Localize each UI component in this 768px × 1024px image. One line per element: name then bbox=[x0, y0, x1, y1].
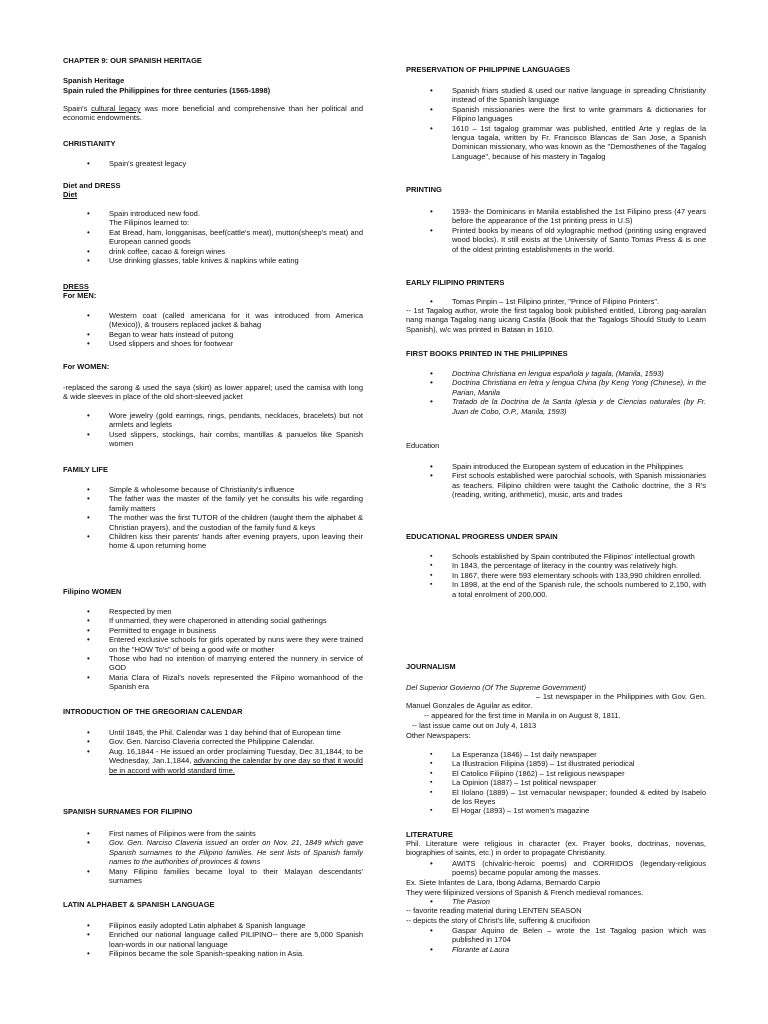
family-title: FAMILY LIFE bbox=[63, 465, 109, 474]
literature-paragraph: Phil. Literature were religious in character (ex. Prayer books, doctrinas, novenas, biographies of saints, etc.) in order to propagate Christianity. bbox=[406, 839, 706, 858]
list-item: ▪ In 1843, the percentage of literacy in the country was relatively high. bbox=[406, 561, 706, 570]
list-item: • Filipinos easily adopted Latin alphabet & Spanish language bbox=[63, 921, 363, 930]
list-item: • Maria Clara of Rizal's novels represented the Filipino womanhood of the Spanish era bbox=[63, 673, 363, 692]
men-list bbox=[63, 311, 363, 349]
list-item: • Simple & wholesome because of Christianity's influence bbox=[63, 485, 363, 494]
literature-line: They were filipinized versions of Spanish & French medieval romances. bbox=[406, 888, 644, 897]
list-item: • Gov. Gen. Narciso Claveria corrected the Philippine Calendar. bbox=[63, 737, 363, 746]
list-item: • If unmarried, they were chaperoned in attending social gatherings bbox=[63, 616, 363, 625]
list-item: • The Pasion bbox=[406, 897, 706, 906]
list-item: • AWITS (chivalric-heroic poems) and CORRIDOS (legendary-religious poems) became popular among the masses. bbox=[406, 859, 706, 878]
list-item: ▪ In 1898, at the end of the Spanish rule, the schools numbered to 2,150, with a total enrolment of 200,000. bbox=[406, 580, 706, 599]
list-item: • 1610 – 1st tagalog grammar was published, entitled Arte y reglas de la lengua tagala, written by Fr. Francisco Blancas de San Jose, a Spanish Dominican missionary, who was known as the "Demosthenes of the Tagalog Language", because of his mastery in Tagalog bbox=[406, 124, 706, 162]
list-item: • Children kiss their parents' hands after evening prayers, upon leaving their home & upon returning home bbox=[63, 532, 363, 551]
preservation-title: PRESERVATION OF PHILIPPINE LANGUAGES bbox=[406, 65, 571, 74]
calendar-list bbox=[63, 728, 363, 775]
diet-list bbox=[63, 209, 363, 265]
firstbooks-list bbox=[406, 369, 706, 416]
list-item: • Until 1845, the Phil. Calendar was 1 day behind that of European time bbox=[63, 728, 363, 737]
literature-line: -- favorite reading material during LENTEN SEASON bbox=[406, 906, 582, 915]
list-item: • Printed books by means of old xylographic method (printing using engraved wood blocks). It still exists at the University of Santo Tomas Press & is one of the oldest printing establishments in the world. bbox=[406, 226, 706, 254]
list-item: • Began to wear hats instead of putong bbox=[63, 330, 363, 339]
list-item: • Tratado de la Doctrina de la Santa Iglesia y de Ciencias naturales (by Fr. Juan de Cobo, O.P., Manila, 1593) bbox=[406, 397, 706, 416]
journalism-line: -- appeared for the first time in Manila in on August 8, 1811. bbox=[424, 711, 621, 720]
list-item: • Doctrina Christiana en letra y lengua China (by Keng Yong (Chinese), in the Parian, Manila bbox=[406, 378, 706, 397]
printers-paragraph: -- 1st Tagalog author, wrote the first tagalog book published entitled, Librong pag-aaralan nang manga Tagalog nang uicang Castila (Book that the Tagalogs Should Study to Learn Spanish), w/c was printed in Bataan in 1610. bbox=[406, 306, 706, 334]
list-item: • Entered exclusive schools for girls operated by nuns were they were trained on the "HOW To's" of being a good wife or mother bbox=[63, 635, 363, 654]
christianity-title: CHRISTIANITY bbox=[63, 139, 116, 148]
heritage-subtitle: Spain ruled the Philippines for three centuries (1565-1898) bbox=[63, 86, 271, 95]
list-item: • Spanish friars studied & used our native language in spreading Christianity instead of the Spanish language bbox=[406, 86, 706, 105]
list-item: ▪ La Illustracion Filipina (1859) – 1st illustrated periodical bbox=[406, 759, 706, 768]
family-list bbox=[63, 485, 363, 551]
literature-line: Ex. Siete Infantes de Lara, Ibong Adarna, Bernardo Carpio bbox=[406, 878, 601, 887]
printing-title: PRINTING bbox=[406, 185, 442, 194]
list-item: • Spanish missionaries were the first to write grammars & dictionaries for Filipino languages bbox=[406, 105, 706, 124]
men-label: For MEN: bbox=[63, 291, 97, 300]
surnames-list bbox=[63, 829, 363, 885]
list-item: • First schools established were parochial schools, with Spanish missionaries as teachers. Filipino children were taught the Catholic doctrine, the 3 R's (reading, writing, arithmetic), music, arts and trades bbox=[406, 471, 706, 499]
newspapers-list bbox=[406, 750, 706, 816]
list-item: • Permitted to engage in business bbox=[63, 626, 363, 635]
women-list bbox=[63, 607, 363, 692]
women-title: Filipino WOMEN bbox=[63, 587, 122, 596]
journalism-line: – 1st newspaper in the Philippines with Gov. Gen. Manuel Gonzales de Aguilar as editor. bbox=[406, 692, 706, 711]
list-item: • Tomas Pinpin – 1st Filipino printer, "Prince of Filipino Printers". bbox=[406, 297, 706, 306]
dress-title: DRESS bbox=[63, 282, 89, 291]
heritage-title: Spanish Heritage bbox=[63, 76, 125, 85]
journalism-line: Other Newspapers: bbox=[406, 731, 471, 740]
literature-list-3 bbox=[406, 926, 706, 954]
list-item: • Gov. Gen. Narciso Claveria issued an order on Nov. 21, 1849 which gave Spanish surnames to the Filipino families. He sent lists of Spanish family names to the authorities of provinces & towns bbox=[63, 838, 363, 866]
printers-title: EARLY FILIPINO PRINTERS bbox=[406, 278, 505, 287]
latin-title: LATIN ALPHABET & SPANISH LANGUAGE bbox=[63, 900, 215, 909]
list-item: • Enriched our national language called PILIPINO-- there are 5,000 Spanish loan-words in our national language bbox=[63, 930, 363, 949]
calendar-title: INTRODUCTION OF THE GREGORIAN CALENDAR bbox=[63, 707, 243, 716]
list-item: • First names of Filipinos were from the saints bbox=[63, 829, 363, 838]
progress-list bbox=[406, 552, 706, 599]
literature-list-1 bbox=[406, 859, 706, 878]
list-item: • Use drinking glasses, table knives & napkins while eating bbox=[63, 256, 363, 265]
list-item: • Respected by men bbox=[63, 607, 363, 616]
diet-subtitle: Diet bbox=[63, 190, 78, 199]
education-list bbox=[406, 462, 706, 500]
diet-title: Diet and DRESS bbox=[63, 181, 121, 190]
list-item: • Florante at Laura bbox=[406, 945, 706, 954]
women-dress-list bbox=[63, 411, 363, 449]
literature-title: LITERATURE bbox=[406, 830, 453, 839]
latin-list bbox=[63, 921, 363, 959]
list-item: • Wore jewelry (gold earrings, rings, pendants, necklaces, bracelets) but not armlets and leglets bbox=[63, 411, 363, 430]
list-item: • Used slippers, stockings, hair combs, mantillas & panuelos like Spanish women bbox=[63, 430, 363, 449]
list-item: ▪ El Catolico Filipino (1862) – 1st religious newspaper bbox=[406, 769, 706, 778]
list-item: • Western coat (called americana for it was introduced from America (Mexico)), & trousers replaced jacket & bahag bbox=[63, 311, 363, 330]
list-item: ▪ La Opinion (1887) – 1st political newspaper bbox=[406, 778, 706, 787]
list-item: • Gaspar Aquino de Belen – wrote the 1st Tagalog pasion which was published in 1704 bbox=[406, 926, 706, 945]
list-item: ▪ In 1867, there were 593 elementary schools with 133,990 children enrolled. bbox=[406, 571, 706, 580]
firstbooks-title: FIRST BOOKS PRINTED IN THE PHILIPPINES bbox=[406, 349, 568, 358]
list-item: • Eat Bread, ham, longganisas, beef(cattle's meat), mutton(sheep's meat) and European canned goods bbox=[63, 228, 363, 247]
surnames-title: SPANISH SURNAMES FOR FILIPINO bbox=[63, 807, 193, 816]
list-item: • Aug. 16,1844 - He issued an order proclaiming Tuesday, Dec 31,1844, to be Wednesday, Jan.1,1844, advancing the calendar by one day so that it would be in accord with world standard time. bbox=[63, 747, 363, 775]
list-item: ▪ El Ilolano (1889) – 1st vernacular newspaper; founded & edited by Isabelo de los Reyes bbox=[406, 788, 706, 807]
women-paragraph: -replaced the sarong & used the saya (skirt) as lower apparel; used the camisa with long & wide sleeves in place of the old short-sleeved jacket bbox=[63, 383, 363, 402]
list-item: • Filipinos became the sole Spanish-speaking nation in Asia. bbox=[63, 949, 363, 958]
heritage-paragraph: Spain's cultural legacy was more beneficial and comprehensive than her political and economic endowments. bbox=[63, 104, 363, 123]
list-item: The Filipinos learned to: bbox=[109, 218, 190, 228]
christianity-list bbox=[63, 159, 363, 168]
list-item: • Used slippers and shoes for footwear bbox=[63, 339, 363, 348]
list-item: • Spain introduced new food. bbox=[63, 209, 363, 218]
list-item: • The father was the master of the family yet he consults his wife regarding family matters bbox=[63, 494, 363, 513]
women-label: For WOMEN: bbox=[63, 362, 110, 371]
list-item: ▪ Schools established by Spain contributed the Filipinos' intellectual growth bbox=[406, 552, 706, 561]
progress-title: EDUCATIONAL PROGRESS UNDER SPAIN bbox=[406, 532, 558, 541]
list-item: • Spain introduced the European system of education in the Philippines bbox=[406, 462, 706, 471]
list-item: • Doctrina Christiana en lengua española y tagala, (Manila, 1593) bbox=[406, 369, 706, 378]
list-item: ▪ El Hogar (1893) – 1st women's magazine bbox=[406, 806, 706, 815]
list-item: • drink coffee, cacao & foreign wines bbox=[63, 247, 363, 256]
education-title: Education bbox=[406, 441, 440, 450]
literature-list-2 bbox=[406, 897, 706, 906]
list-item: • Many Filipino families became loyal to their Malayan descendants' surnames bbox=[63, 867, 363, 886]
printing-list bbox=[406, 207, 706, 254]
list-item: • The mother was the first TUTOR of the children (taught them the alphabet & Christian prayers), and the custodian of the family fund & keys bbox=[63, 513, 363, 532]
list-item: • Spain's greatest legacy bbox=[63, 159, 363, 168]
literature-line: -- depicts the story of Christ's life, suffering & crucifixion bbox=[406, 916, 590, 925]
printers-list bbox=[406, 297, 706, 306]
chapter-title: CHAPTER 9: OUR SPANISH HERITAGE bbox=[63, 56, 202, 65]
preservation-list bbox=[406, 86, 706, 161]
journalism-line: -- last issue came out on July 4, 1813 bbox=[412, 721, 537, 730]
journalism-lead: Del Superior Govierno (Of The Supreme Government) bbox=[406, 683, 587, 692]
journalism-title: JOURNALISM bbox=[406, 662, 456, 671]
list-item: • 1593- the Dominicans in Manila established the 1st Filipino press (47 years before the appearance of the 1st printing press in U.S) bbox=[406, 207, 706, 226]
list-item: ▪ La Esperanza (1846) – 1st daily newspaper bbox=[406, 750, 706, 759]
list-item: • Those who had no intention of marrying entered the nunnery in service of GOD bbox=[63, 654, 363, 673]
